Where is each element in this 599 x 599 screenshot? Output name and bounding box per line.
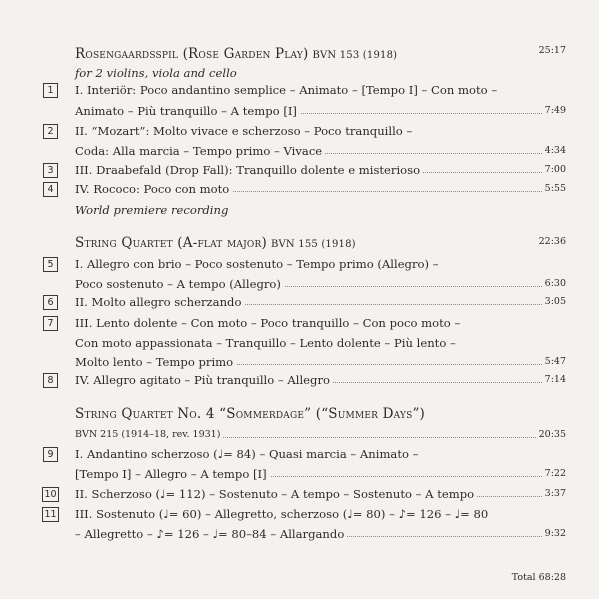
track-line bbox=[75, 334, 566, 352]
track-duration: 3:05 bbox=[542, 293, 566, 311]
track-line bbox=[75, 275, 566, 293]
track-line bbox=[75, 255, 566, 273]
work-duration: 25:17 bbox=[536, 42, 566, 60]
track-text: [Tempo I] – Allegro – A tempo [I] bbox=[75, 465, 270, 483]
track-line bbox=[75, 525, 566, 543]
track-text: II. Scherzoso (♩= 112) – Sostenuto – A tempo – Sostenuto – A tempo bbox=[75, 485, 477, 503]
track-text: II. “Mozart”: Molto vivace e scherzoso – Poco tranquillo – bbox=[75, 122, 415, 140]
work-title-rosengaardsspil bbox=[75, 46, 397, 62]
track-text: III. Sostenuto (♩= 60) – Allegretto, scherzoso (♩= 80) – ♪= 126 – ♩= 80 bbox=[75, 505, 491, 523]
track-line bbox=[75, 102, 566, 120]
work-title-string-quartet-a-flat bbox=[75, 235, 356, 251]
work-title-text: String Quartet No. 4 “Sommerdage” (“Summer Days”) bbox=[75, 406, 426, 422]
track-number-box: 11 bbox=[42, 507, 59, 522]
track-text: IV. Allegro agitato – Più tranquillo – Allegro bbox=[75, 371, 333, 389]
track-text: III. Draabefald (Drop Fall): Tranquillo dolente e misterioso bbox=[75, 161, 423, 179]
track-line bbox=[75, 81, 566, 99]
track-number-box: 3 bbox=[43, 163, 58, 178]
work-duration-row bbox=[520, 42, 566, 60]
work-title-text: Rosengaardsspil (Rose Garden Play) bbox=[75, 46, 309, 62]
track-number-box: 1 bbox=[43, 83, 58, 98]
track-duration: 6:30 bbox=[542, 275, 566, 293]
track-text: III. Lento dolente – Con moto – Poco tranquillo – Con poco moto – bbox=[75, 314, 463, 332]
track-text: Con moto appassionata – Tranquillo – Lento dolente – Più lento – bbox=[75, 334, 459, 352]
work-subtitle: for 2 violins, viola and cello bbox=[75, 66, 237, 80]
track-number-box: 8 bbox=[43, 373, 58, 388]
total-duration: Total 68:28 bbox=[511, 572, 566, 583]
track-text: I. Interiör: Poco andantino semplice – Animato – [Tempo I] – Con moto – bbox=[75, 81, 500, 99]
track-duration: 9:32 bbox=[542, 525, 566, 543]
track-line bbox=[75, 314, 566, 332]
track-number-box: 9 bbox=[43, 447, 58, 462]
track-line bbox=[75, 161, 566, 179]
premiere-note: World premiere recording bbox=[75, 203, 229, 217]
work-duration: 20:35 bbox=[536, 427, 566, 443]
track-line bbox=[75, 122, 566, 140]
track-number-box: 5 bbox=[43, 257, 58, 272]
track-text: Poco sostenuto – A tempo (Allegro) bbox=[75, 275, 284, 293]
bvn-number: BVN 215 (1914–18, rev. 1931) bbox=[75, 427, 223, 443]
track-line bbox=[75, 505, 566, 523]
work-duration-row bbox=[520, 233, 566, 251]
track-duration: 7:14 bbox=[542, 371, 566, 389]
track-duration: 7:22 bbox=[542, 465, 566, 483]
track-line bbox=[75, 353, 566, 371]
track-text: IV. Rococo: Poco con moto bbox=[75, 180, 232, 198]
track-text: II. Molto allegro scherzando bbox=[75, 293, 244, 311]
track-text: Molto lento – Tempo primo bbox=[75, 353, 236, 371]
track-text: I. Allegro con brio – Poco sostenuto – Tempo primo (Allegro) – bbox=[75, 255, 442, 273]
track-line bbox=[75, 293, 566, 311]
track-text: I. Andantino scherzoso (♩= 84) – Quasi marcia – Animato – bbox=[75, 445, 421, 463]
track-number-box: 4 bbox=[43, 182, 58, 197]
track-number-box: 2 bbox=[43, 124, 58, 139]
bvn-number: BVN 155 (1918) bbox=[270, 239, 356, 250]
work-title-text: String Quartet (A-flat major) bbox=[75, 235, 267, 251]
track-number-box: 7 bbox=[43, 316, 58, 331]
track-text: – Allegretto – ♪= 126 – ♩= 80–84 – Allargando bbox=[75, 525, 347, 543]
bvn-line bbox=[75, 427, 566, 443]
track-duration: 5:55 bbox=[542, 180, 566, 198]
track-number-box: 10 bbox=[42, 487, 59, 502]
track-line bbox=[75, 485, 566, 503]
track-text: Animato – Più tranquillo – A tempo [I] bbox=[75, 102, 300, 120]
track-duration: 3:37 bbox=[542, 485, 566, 503]
bvn-number: BVN 153 (1918) bbox=[312, 50, 398, 61]
work-duration: 22:36 bbox=[536, 233, 566, 251]
work-title-string-quartet-4 bbox=[75, 406, 425, 422]
track-line bbox=[75, 371, 566, 389]
track-duration: 4:34 bbox=[542, 142, 566, 160]
track-line bbox=[75, 445, 566, 463]
track-duration: 7:00 bbox=[542, 161, 566, 179]
track-line bbox=[75, 465, 566, 483]
track-duration: 7:49 bbox=[542, 102, 566, 120]
track-line bbox=[75, 142, 566, 160]
track-text: Coda: Alla marcia – Tempo primo – Vivace bbox=[75, 142, 325, 160]
track-number-box: 6 bbox=[43, 295, 58, 310]
track-duration: 5:47 bbox=[542, 353, 566, 371]
track-line bbox=[75, 180, 566, 198]
